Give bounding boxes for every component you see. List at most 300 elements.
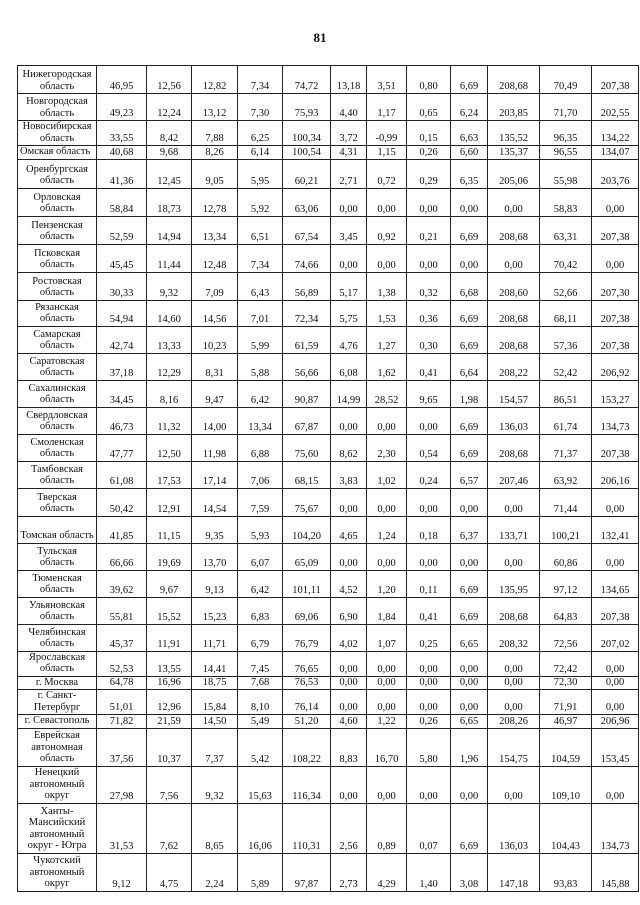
value-cell: 63,06 xyxy=(283,188,331,216)
region-name-cell: Сахалинская область xyxy=(18,380,97,407)
table-row xyxy=(18,676,639,690)
value-cell: 50,42 xyxy=(97,488,147,516)
value-cell: 16,70 xyxy=(367,728,407,766)
value-cell: 207,46 xyxy=(488,461,540,488)
value-cell: 10,23 xyxy=(192,326,238,353)
value-cell: 8,31 xyxy=(192,353,238,380)
value-cell: 13,12 xyxy=(192,94,238,121)
region-name-cell: Самарская область xyxy=(18,326,97,353)
value-cell: 0,00 xyxy=(451,244,488,272)
value-cell: 1,22 xyxy=(367,715,407,729)
value-cell: 18,75 xyxy=(192,676,238,690)
value-cell: 6,69 xyxy=(451,300,488,326)
value-cell: 208,68 xyxy=(488,434,540,461)
value-cell: 6,88 xyxy=(238,434,283,461)
value-cell: 5,95 xyxy=(238,159,283,188)
table-row xyxy=(18,66,639,94)
value-cell: 208,68 xyxy=(488,66,540,94)
value-cell: 6,69 xyxy=(451,407,488,434)
value-cell: 11,71 xyxy=(192,624,238,651)
value-cell: 65,09 xyxy=(283,543,331,570)
value-cell: 104,59 xyxy=(540,728,592,766)
value-cell: 86,51 xyxy=(540,380,592,407)
table-row xyxy=(18,488,639,516)
value-cell: 1,02 xyxy=(367,461,407,488)
value-cell: 0,18 xyxy=(407,516,451,543)
region-name-cell: Ханты-Мансийский автономный округ - Югра xyxy=(18,803,97,853)
value-cell: 207,38 xyxy=(592,66,639,94)
value-cell: 16,96 xyxy=(147,676,192,690)
value-cell: 7,09 xyxy=(192,272,238,300)
value-cell: 58,84 xyxy=(97,188,147,216)
value-cell: 5,99 xyxy=(238,326,283,353)
value-cell: 0,41 xyxy=(407,353,451,380)
value-cell: 1,98 xyxy=(451,380,488,407)
value-cell: 0,11 xyxy=(407,570,451,597)
value-cell: 0,00 xyxy=(407,676,451,690)
value-cell: 1,62 xyxy=(367,353,407,380)
table-row xyxy=(18,624,639,651)
value-cell: 74,66 xyxy=(283,244,331,272)
value-cell: 58,83 xyxy=(540,188,592,216)
value-cell: 11,91 xyxy=(147,624,192,651)
value-cell: 8,16 xyxy=(147,380,192,407)
value-cell: 0,00 xyxy=(451,766,488,803)
value-cell: 2,73 xyxy=(331,853,367,891)
value-cell: 9,12 xyxy=(97,853,147,891)
region-name-cell: Тамбовская область xyxy=(18,461,97,488)
value-cell: 1,40 xyxy=(407,853,451,891)
value-cell: 72,56 xyxy=(540,624,592,651)
value-cell: 0,00 xyxy=(367,188,407,216)
value-cell: 6,65 xyxy=(451,624,488,651)
table-row xyxy=(18,853,639,891)
value-cell: 68,15 xyxy=(283,461,331,488)
value-cell: 0,00 xyxy=(407,407,451,434)
value-cell: 71,44 xyxy=(540,488,592,516)
value-cell: 0,92 xyxy=(367,216,407,244)
value-cell: 6,08 xyxy=(331,353,367,380)
value-cell: 76,65 xyxy=(283,651,331,676)
value-cell: 12,78 xyxy=(192,188,238,216)
table-row xyxy=(18,146,639,160)
value-cell: 0,00 xyxy=(592,690,639,715)
value-cell: 13,34 xyxy=(238,407,283,434)
value-cell: 0,00 xyxy=(451,676,488,690)
value-cell: 206,96 xyxy=(592,715,639,729)
region-name-cell: Чукотский автономный округ xyxy=(18,853,97,891)
value-cell: 6,57 xyxy=(451,461,488,488)
value-cell: 0,00 xyxy=(331,244,367,272)
region-name-cell: Пензенская область xyxy=(18,216,97,244)
value-cell: 0,26 xyxy=(407,715,451,729)
value-cell: 70,49 xyxy=(540,66,592,94)
value-cell: 60,86 xyxy=(540,543,592,570)
value-cell: 7,88 xyxy=(192,121,238,146)
table-row xyxy=(18,159,639,188)
value-cell: 6,68 xyxy=(451,272,488,300)
value-cell: 13,34 xyxy=(192,216,238,244)
value-cell: -0,99 xyxy=(367,121,407,146)
value-cell: 0,00 xyxy=(331,543,367,570)
value-cell: 3,45 xyxy=(331,216,367,244)
value-cell: 2,30 xyxy=(367,434,407,461)
value-cell: 0,07 xyxy=(407,803,451,853)
value-cell: 52,42 xyxy=(540,353,592,380)
value-cell: 0,00 xyxy=(367,488,407,516)
value-cell: 13,18 xyxy=(331,66,367,94)
value-cell: 7,37 xyxy=(192,728,238,766)
value-cell: 75,60 xyxy=(283,434,331,461)
value-cell: 6,69 xyxy=(451,216,488,244)
region-name-cell: Тульская область xyxy=(18,543,97,570)
value-cell: 0,00 xyxy=(488,676,540,690)
value-cell: 0,00 xyxy=(367,407,407,434)
value-cell: 5,92 xyxy=(238,188,283,216)
table-row xyxy=(18,570,639,597)
value-cell: 208,32 xyxy=(488,624,540,651)
value-cell: 208,60 xyxy=(488,272,540,300)
value-cell: 0,00 xyxy=(488,690,540,715)
value-cell: 5,89 xyxy=(238,853,283,891)
region-name-cell: Свердловская область xyxy=(18,407,97,434)
value-cell: 134,73 xyxy=(592,407,639,434)
value-cell: 0,00 xyxy=(451,651,488,676)
value-cell: 0,41 xyxy=(407,597,451,624)
value-cell: 0,00 xyxy=(407,188,451,216)
value-cell: 54,94 xyxy=(97,300,147,326)
value-cell: 100,34 xyxy=(283,121,331,146)
value-cell: 208,68 xyxy=(488,300,540,326)
value-cell: 153,45 xyxy=(592,728,639,766)
value-cell: 10,37 xyxy=(147,728,192,766)
value-cell: 71,70 xyxy=(540,94,592,121)
value-cell: 205,06 xyxy=(488,159,540,188)
value-cell: 90,87 xyxy=(283,380,331,407)
value-cell: 28,52 xyxy=(367,380,407,407)
value-cell: 39,62 xyxy=(97,570,147,597)
table-row xyxy=(18,434,639,461)
value-cell: 13,55 xyxy=(147,651,192,676)
value-cell: 0,00 xyxy=(367,543,407,570)
table-row xyxy=(18,766,639,803)
value-cell: 4,60 xyxy=(331,715,367,729)
regional-data-table xyxy=(17,65,639,892)
value-cell: 61,08 xyxy=(97,461,147,488)
value-cell: 4,40 xyxy=(331,94,367,121)
value-cell: 8,10 xyxy=(238,690,283,715)
value-cell: 0,00 xyxy=(367,766,407,803)
value-cell: 1,27 xyxy=(367,326,407,353)
value-cell: 2,24 xyxy=(192,853,238,891)
value-cell: 1,17 xyxy=(367,94,407,121)
value-cell: 0,00 xyxy=(331,407,367,434)
value-cell: 61,74 xyxy=(540,407,592,434)
value-cell: 14,41 xyxy=(192,651,238,676)
value-cell: 0,80 xyxy=(407,66,451,94)
value-cell: 57,36 xyxy=(540,326,592,353)
value-cell: 1,84 xyxy=(367,597,407,624)
value-cell: 11,32 xyxy=(147,407,192,434)
value-cell: 1,24 xyxy=(367,516,407,543)
value-cell: 7,34 xyxy=(238,244,283,272)
value-cell: 55,98 xyxy=(540,159,592,188)
value-cell: 67,87 xyxy=(283,407,331,434)
value-cell: 93,83 xyxy=(540,853,592,891)
value-cell: 13,70 xyxy=(192,543,238,570)
value-cell: 56,89 xyxy=(283,272,331,300)
value-cell: 0,00 xyxy=(331,651,367,676)
value-cell: 6,63 xyxy=(451,121,488,146)
value-cell: 0,00 xyxy=(592,188,639,216)
value-cell: 47,77 xyxy=(97,434,147,461)
value-cell: 6,60 xyxy=(451,146,488,160)
value-cell: 0,00 xyxy=(488,651,540,676)
value-cell: 14,54 xyxy=(192,488,238,516)
value-cell: 208,68 xyxy=(488,326,540,353)
value-cell: 51,20 xyxy=(283,715,331,729)
value-cell: 6,69 xyxy=(451,434,488,461)
value-cell: 132,41 xyxy=(592,516,639,543)
region-name-cell: г. Москва xyxy=(18,676,97,690)
value-cell: 0,00 xyxy=(451,188,488,216)
value-cell: 64,83 xyxy=(540,597,592,624)
value-cell: 6,64 xyxy=(451,353,488,380)
value-cell: 6,69 xyxy=(451,326,488,353)
value-cell: 12,96 xyxy=(147,690,192,715)
value-cell: 3,72 xyxy=(331,121,367,146)
table-row xyxy=(18,188,639,216)
value-cell: 8,26 xyxy=(192,146,238,160)
value-cell: 0,00 xyxy=(367,651,407,676)
region-name-cell: Орловская область xyxy=(18,188,97,216)
value-cell: 18,73 xyxy=(147,188,192,216)
value-cell: 7,30 xyxy=(238,94,283,121)
value-cell: 11,44 xyxy=(147,244,192,272)
value-cell: 60,21 xyxy=(283,159,331,188)
region-name-cell: Ненецкий автономный округ xyxy=(18,766,97,803)
value-cell: 145,88 xyxy=(592,853,639,891)
value-cell: 6,69 xyxy=(451,803,488,853)
value-cell: 8,65 xyxy=(192,803,238,853)
value-cell: 33,55 xyxy=(97,121,147,146)
value-cell: 134,73 xyxy=(592,803,639,853)
region-name-cell: Нижегородская область xyxy=(18,66,97,94)
page-number: 81 xyxy=(313,30,327,45)
value-cell: 96,55 xyxy=(540,146,592,160)
value-cell: 0,24 xyxy=(407,461,451,488)
value-cell: 19,69 xyxy=(147,543,192,570)
value-cell: 12,82 xyxy=(192,66,238,94)
value-cell: 153,27 xyxy=(592,380,639,407)
value-cell: 0,00 xyxy=(407,488,451,516)
value-cell: 4,29 xyxy=(367,853,407,891)
value-cell: 0,00 xyxy=(331,766,367,803)
value-cell: 11,15 xyxy=(147,516,192,543)
value-cell: 207,38 xyxy=(592,300,639,326)
value-cell: 63,31 xyxy=(540,216,592,244)
value-cell: 27,98 xyxy=(97,766,147,803)
region-name-cell: Омская область xyxy=(18,146,97,160)
table-row xyxy=(18,690,639,715)
region-name-cell: Ульяновская область xyxy=(18,597,97,624)
value-cell: 40,68 xyxy=(97,146,147,160)
value-cell: 6,25 xyxy=(238,121,283,146)
value-cell: 97,12 xyxy=(540,570,592,597)
table-row xyxy=(18,121,639,146)
table-row xyxy=(18,715,639,729)
value-cell: 14,99 xyxy=(331,380,367,407)
value-cell: 8,62 xyxy=(331,434,367,461)
value-cell: 6,07 xyxy=(238,543,283,570)
value-cell: 2,71 xyxy=(331,159,367,188)
value-cell: 8,83 xyxy=(331,728,367,766)
value-cell: 9,13 xyxy=(192,570,238,597)
value-cell: 0,00 xyxy=(592,676,639,690)
table-row xyxy=(18,516,639,543)
value-cell: 0,00 xyxy=(488,543,540,570)
value-cell: 76,14 xyxy=(283,690,331,715)
value-cell: 207,38 xyxy=(592,597,639,624)
value-cell: 0,00 xyxy=(407,543,451,570)
value-cell: 4,02 xyxy=(331,624,367,651)
value-cell: 15,23 xyxy=(192,597,238,624)
value-cell: 0,32 xyxy=(407,272,451,300)
value-cell: 0,00 xyxy=(488,766,540,803)
value-cell: 71,82 xyxy=(97,715,147,729)
value-cell: 46,97 xyxy=(540,715,592,729)
value-cell: 104,20 xyxy=(283,516,331,543)
value-cell: 5,88 xyxy=(238,353,283,380)
value-cell: 0,00 xyxy=(367,676,407,690)
value-cell: 9,05 xyxy=(192,159,238,188)
value-cell: 14,56 xyxy=(192,300,238,326)
value-cell: 37,18 xyxy=(97,353,147,380)
value-cell: 71,37 xyxy=(540,434,592,461)
value-cell: 1,07 xyxy=(367,624,407,651)
value-cell: 0,29 xyxy=(407,159,451,188)
value-cell: 147,18 xyxy=(488,853,540,891)
value-cell: 9,32 xyxy=(192,766,238,803)
value-cell: 46,95 xyxy=(97,66,147,94)
value-cell: 72,30 xyxy=(540,676,592,690)
value-cell: 0,00 xyxy=(407,690,451,715)
value-cell: 4,31 xyxy=(331,146,367,160)
value-cell: 14,94 xyxy=(147,216,192,244)
value-cell: 207,02 xyxy=(592,624,639,651)
value-cell: 0,54 xyxy=(407,434,451,461)
value-cell: 0,30 xyxy=(407,326,451,353)
table-row xyxy=(18,216,639,244)
value-cell: 9,68 xyxy=(147,146,192,160)
value-cell: 64,78 xyxy=(97,676,147,690)
value-cell: 133,71 xyxy=(488,516,540,543)
region-name-cell: Оренбургская область xyxy=(18,159,97,188)
value-cell: 0,00 xyxy=(451,488,488,516)
value-cell: 1,53 xyxy=(367,300,407,326)
value-cell: 0,00 xyxy=(488,188,540,216)
value-cell: 5,75 xyxy=(331,300,367,326)
region-name-cell: Новгородская область xyxy=(18,94,97,121)
value-cell: 6,14 xyxy=(238,146,283,160)
value-cell: 16,06 xyxy=(238,803,283,853)
value-cell: 134,22 xyxy=(592,121,639,146)
value-cell: 0,36 xyxy=(407,300,451,326)
value-cell: 14,50 xyxy=(192,715,238,729)
value-cell: 135,37 xyxy=(488,146,540,160)
value-cell: 116,34 xyxy=(283,766,331,803)
value-cell: 6,24 xyxy=(451,94,488,121)
value-cell: 12,24 xyxy=(147,94,192,121)
value-cell: 6,83 xyxy=(238,597,283,624)
value-cell: 207,30 xyxy=(592,272,639,300)
value-cell: 110,31 xyxy=(283,803,331,853)
value-cell: 52,59 xyxy=(97,216,147,244)
value-cell: 74,72 xyxy=(283,66,331,94)
value-cell: 6,69 xyxy=(451,66,488,94)
value-cell: 75,93 xyxy=(283,94,331,121)
value-cell: 0,26 xyxy=(407,146,451,160)
value-cell: 0,00 xyxy=(592,766,639,803)
value-cell: 0,00 xyxy=(592,651,639,676)
value-cell: 136,03 xyxy=(488,803,540,853)
value-cell: 6,51 xyxy=(238,216,283,244)
value-cell: 52,66 xyxy=(540,272,592,300)
value-cell: 42,74 xyxy=(97,326,147,353)
value-cell: 0,00 xyxy=(592,543,639,570)
value-cell: 1,38 xyxy=(367,272,407,300)
value-cell: 3,51 xyxy=(367,66,407,94)
value-cell: 208,22 xyxy=(488,353,540,380)
region-name-cell: г. Санкт-Петербург xyxy=(18,690,97,715)
value-cell: 6,35 xyxy=(451,159,488,188)
table-row xyxy=(18,300,639,326)
value-cell: 41,85 xyxy=(97,516,147,543)
table-row xyxy=(18,651,639,676)
value-cell: 108,22 xyxy=(283,728,331,766)
value-cell: 66,66 xyxy=(97,543,147,570)
value-cell: 76,53 xyxy=(283,676,331,690)
value-cell: 15,84 xyxy=(192,690,238,715)
value-cell: 7,34 xyxy=(238,66,283,94)
value-cell: 0,89 xyxy=(367,803,407,853)
value-cell: 0,15 xyxy=(407,121,451,146)
value-cell: 5,17 xyxy=(331,272,367,300)
value-cell: 100,54 xyxy=(283,146,331,160)
value-cell: 3,08 xyxy=(451,853,488,891)
value-cell: 6,43 xyxy=(238,272,283,300)
region-name-cell: Рязанская область xyxy=(18,300,97,326)
value-cell: 0,25 xyxy=(407,624,451,651)
table-row xyxy=(18,94,639,121)
value-cell: 6,37 xyxy=(451,516,488,543)
value-cell: 12,91 xyxy=(147,488,192,516)
value-cell: 6,42 xyxy=(238,380,283,407)
value-cell: 52,53 xyxy=(97,651,147,676)
value-cell: 30,33 xyxy=(97,272,147,300)
value-cell: 0,00 xyxy=(451,690,488,715)
value-cell: 7,68 xyxy=(238,676,283,690)
value-cell: 12,56 xyxy=(147,66,192,94)
value-cell: 9,67 xyxy=(147,570,192,597)
value-cell: 14,00 xyxy=(192,407,238,434)
table-row xyxy=(18,272,639,300)
value-cell: 49,23 xyxy=(97,94,147,121)
value-cell: 46,73 xyxy=(97,407,147,434)
value-cell: 4,65 xyxy=(331,516,367,543)
table-row xyxy=(18,728,639,766)
value-cell: 41,36 xyxy=(97,159,147,188)
